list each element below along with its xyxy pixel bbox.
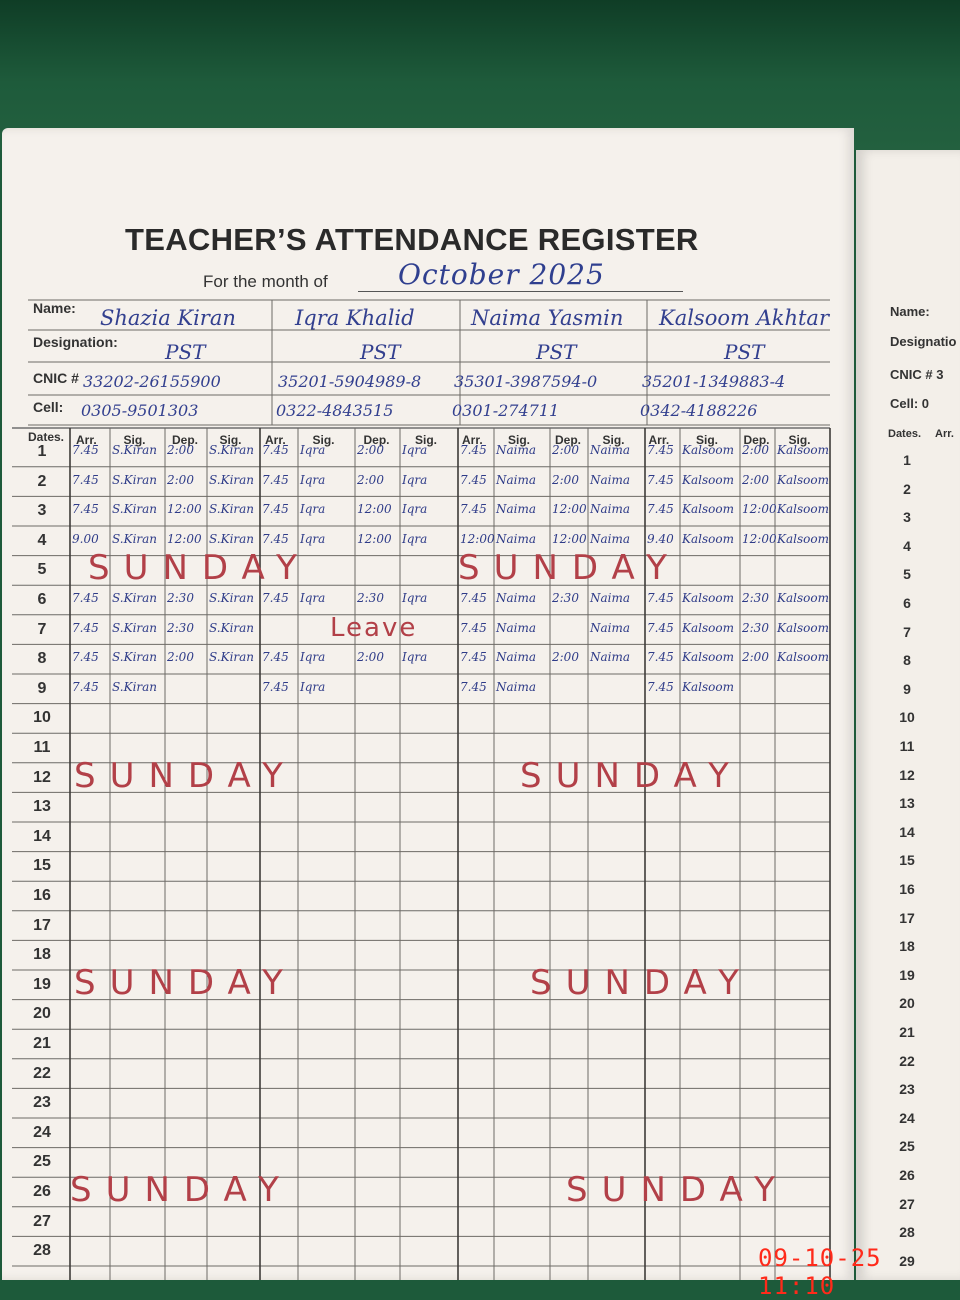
attendance-entry: Naima bbox=[496, 531, 537, 546]
attendance-entry: 2:00 bbox=[357, 472, 384, 487]
date-number: 25 bbox=[33, 1153, 51, 1171]
month-value: October 2025 bbox=[398, 258, 605, 291]
attendance-entry: Naima bbox=[590, 472, 631, 487]
attendance-entry: 7.45 bbox=[72, 650, 99, 665]
attendance-entry: Iqra bbox=[402, 502, 428, 517]
date-number: 12 bbox=[33, 768, 51, 786]
facing-date-number: 12 bbox=[899, 766, 915, 783]
attendance-entry: Kalsoom bbox=[682, 531, 734, 546]
attendance-entry: 7.45 bbox=[262, 472, 289, 487]
teacher-cnic: 35201-1349883-4 bbox=[642, 372, 786, 391]
teacher-name: Shazia Kiran bbox=[100, 306, 236, 330]
attendance-entry: S.Kiran bbox=[209, 650, 255, 665]
facing-date-number: 23 bbox=[899, 1081, 915, 1098]
attendance-entry: Naima bbox=[496, 650, 537, 665]
date-number: 1 bbox=[37, 443, 47, 460]
attendance-entry: Naima bbox=[590, 502, 631, 517]
facing-date-number: 18 bbox=[899, 938, 915, 955]
attendance-entry: Naima bbox=[496, 502, 537, 517]
leave-note: Leave bbox=[330, 612, 418, 643]
attendance-entry: Naima bbox=[590, 620, 631, 635]
sunday-marker: SUNDAY bbox=[74, 962, 297, 1003]
attendance-entry: 2:00 bbox=[167, 443, 194, 457]
date-number: 17 bbox=[33, 916, 51, 934]
attendance-entry: 7.45 bbox=[72, 620, 99, 635]
attendance-entry: 7.45 bbox=[460, 591, 487, 605]
date-number: 8 bbox=[37, 650, 47, 668]
attendance-entry: 12:00 bbox=[167, 531, 202, 546]
attendance-entry: 2:00 bbox=[552, 650, 579, 665]
date-number: 5 bbox=[37, 561, 47, 579]
attendance-entry: 7.45 bbox=[647, 472, 674, 487]
teacher-designation: PST bbox=[724, 340, 765, 364]
attendance-entry: 7.45 bbox=[72, 591, 99, 605]
teacher-cell: 0301-274711 bbox=[452, 401, 560, 420]
column-header: Dep. bbox=[363, 433, 390, 447]
facing-date-number: 4 bbox=[903, 537, 911, 554]
attendance-entry: 2:30 bbox=[167, 591, 194, 605]
facing-date-number: 24 bbox=[899, 1109, 915, 1126]
column-header: Arr. bbox=[648, 433, 670, 447]
facing-date-number: 5 bbox=[903, 566, 911, 583]
attendance-entry: Kalsoom bbox=[682, 650, 734, 665]
register-left-page bbox=[2, 128, 854, 1280]
date-number: 10 bbox=[33, 709, 51, 727]
month-label: For the month of bbox=[203, 272, 328, 291]
column-header: Arr. bbox=[76, 433, 97, 447]
attendance-entry: S.Kiran bbox=[112, 531, 158, 546]
attendance-entry: 2:00 bbox=[742, 443, 769, 457]
attendance-entry: S.Kiran bbox=[112, 443, 158, 457]
attendance-entry: S.Kiran bbox=[112, 502, 158, 517]
facing-date-number: 8 bbox=[903, 652, 911, 669]
attendance-entry: 2:00 bbox=[357, 650, 384, 665]
attendance-entry: Iqra bbox=[300, 591, 326, 605]
camera-timestamp: 09-10-25 11:10 bbox=[758, 1244, 882, 1300]
teacher-cnic: 35201-5904989-8 bbox=[278, 372, 422, 391]
date-number: 27 bbox=[33, 1212, 51, 1230]
facing-date-number: 7 bbox=[903, 623, 911, 640]
attendance-entry: 2:00 bbox=[552, 443, 579, 457]
attendance-entry: S.Kiran bbox=[112, 472, 158, 487]
date-number: 15 bbox=[33, 857, 51, 875]
attendance-entry: Iqra bbox=[402, 531, 428, 546]
attendance-entry: Naima bbox=[496, 443, 537, 457]
date-number: 21 bbox=[33, 1035, 51, 1052]
attendance-entry: Kalsoom bbox=[777, 472, 829, 487]
attendance-entry: Iqra bbox=[300, 443, 326, 457]
column-header: Sig. bbox=[219, 433, 242, 447]
attendance-entry: S.Kiran bbox=[209, 531, 255, 546]
facing-date-number: 1 bbox=[903, 452, 911, 468]
column-header: Sig. bbox=[123, 433, 146, 447]
attendance-entry: 2:30 bbox=[742, 591, 769, 605]
facing-date-number: 26 bbox=[899, 1167, 915, 1183]
date-number: 28 bbox=[33, 1242, 51, 1260]
attendance-entry: 12:00 bbox=[167, 502, 202, 517]
attendance-entry: 7.45 bbox=[647, 591, 674, 605]
attendance-entry: Naima bbox=[496, 620, 537, 635]
sunday-marker: SUNDAY bbox=[530, 962, 753, 1003]
facing-date-number: 20 bbox=[899, 995, 915, 1012]
cell-label: Cell: bbox=[33, 399, 64, 415]
facing-date-number: 25 bbox=[899, 1138, 915, 1155]
attendance-entry: Naima bbox=[496, 679, 537, 694]
cnic-label: CNIC # bbox=[33, 370, 79, 386]
column-header: Sig. bbox=[415, 433, 438, 447]
attendance-entry: Kalsoom bbox=[777, 650, 829, 665]
attendance-entry: Iqra bbox=[300, 650, 326, 665]
attendance-entry: Iqra bbox=[402, 443, 428, 457]
dates-header: Dates. bbox=[28, 430, 65, 444]
facing-date-number: 10 bbox=[899, 709, 915, 726]
attendance-entry: 9.00 bbox=[72, 531, 99, 546]
attendance-entry: 2:00 bbox=[167, 472, 194, 487]
date-number: 23 bbox=[33, 1094, 51, 1112]
attendance-entry: Naima bbox=[590, 443, 631, 457]
attendance-entry: 12:00 bbox=[357, 502, 392, 517]
attendance-entry: S.Kiran bbox=[209, 620, 255, 635]
facing-date-number: 2 bbox=[903, 480, 911, 497]
attendance-entry: Naima bbox=[590, 650, 631, 665]
teacher-designation: PST bbox=[165, 340, 206, 364]
date-number: 14 bbox=[33, 827, 51, 845]
attendance-entry: Iqra bbox=[300, 502, 326, 517]
attendance-entry: S.Kiran bbox=[209, 591, 255, 605]
attendance-entry: 2:00 bbox=[357, 443, 384, 457]
attendance-entry: Naima bbox=[496, 472, 537, 487]
date-number: 26 bbox=[33, 1183, 51, 1200]
column-header: Sig. bbox=[508, 433, 531, 447]
facing-dates-header: Dates. bbox=[888, 428, 922, 440]
attendance-entry: 2:00 bbox=[167, 650, 194, 665]
sunday-marker: SUNDAY bbox=[70, 1170, 293, 1210]
attendance-entry: Iqra bbox=[402, 591, 428, 605]
name-label: Name: bbox=[33, 300, 76, 316]
attendance-entry: Kalsoom bbox=[682, 502, 734, 517]
attendance-entry: 2:30 bbox=[552, 591, 579, 605]
facing-date-number: 11 bbox=[899, 738, 915, 754]
attendance-entry: Iqra bbox=[300, 679, 326, 694]
attendance-entry: 2:30 bbox=[742, 620, 769, 635]
attendance-entry: Naima bbox=[590, 591, 631, 605]
date-number: 9 bbox=[37, 679, 47, 697]
attendance-entry: 7.45 bbox=[460, 679, 487, 694]
attendance-entry: 7.45 bbox=[647, 650, 674, 665]
attendance-entry: 7.45 bbox=[72, 679, 99, 694]
attendance-entry: Kalsoom bbox=[777, 443, 829, 457]
date-number: 7 bbox=[37, 620, 47, 638]
column-header: Dep. bbox=[743, 433, 770, 447]
column-header: Sig. bbox=[788, 433, 811, 447]
facing-date-number: 29 bbox=[899, 1252, 915, 1269]
facing-date-number: 15 bbox=[899, 852, 915, 869]
attendance-entry: 2:00 bbox=[552, 472, 579, 487]
attendance-entry: 7.45 bbox=[460, 443, 487, 457]
sunday-marker: SUNDAY bbox=[88, 548, 311, 589]
attendance-entry: Kalsoom bbox=[777, 531, 829, 546]
date-number: 2 bbox=[37, 472, 47, 490]
attendance-entry: S.Kiran bbox=[209, 443, 255, 457]
column-header: Arr. bbox=[265, 433, 286, 447]
attendance-entry: 7.45 bbox=[262, 443, 289, 457]
register-title: TEACHER’S ATTENDANCE REGISTER bbox=[125, 222, 699, 257]
facing-date-number: 13 bbox=[899, 795, 915, 812]
facing-page-label: Designatio bbox=[890, 334, 957, 349]
attendance-entry: Kalsoom bbox=[682, 472, 734, 487]
facing-date-number: 17 bbox=[899, 909, 915, 926]
attendance-entry: S.Kiran bbox=[112, 620, 158, 635]
column-header: Sig. bbox=[696, 433, 719, 447]
attendance-entry: 9.40 bbox=[647, 531, 674, 546]
attendance-entry: 7.45 bbox=[647, 679, 674, 694]
attendance-entry: 7.45 bbox=[262, 531, 289, 546]
attendance-entry: 2:00 bbox=[742, 472, 769, 487]
column-header: Sig. bbox=[602, 433, 625, 447]
date-number: 18 bbox=[33, 946, 51, 964]
teacher-cnic: 35301-3987594-0 bbox=[454, 372, 598, 391]
facing-date-number: 19 bbox=[899, 966, 915, 983]
month-underline bbox=[358, 291, 683, 292]
sunday-marker: SUNDAY bbox=[520, 755, 743, 796]
attendance-entry: Kalsoom bbox=[777, 620, 829, 635]
facing-date-number: 6 bbox=[903, 595, 911, 611]
attendance-entry: S.Kiran bbox=[112, 591, 158, 605]
teacher-name: Iqra Khalid bbox=[295, 306, 415, 330]
attendance-entry: Iqra bbox=[300, 472, 326, 487]
attendance-entry: 2:00 bbox=[742, 650, 769, 665]
attendance-entry: Naima bbox=[590, 531, 631, 546]
attendance-entry: 12:00 bbox=[460, 531, 495, 546]
teacher-name: Kalsoom Akhtar bbox=[659, 306, 829, 330]
attendance-entry: 12:00 bbox=[552, 531, 587, 546]
attendance-entry: 7.45 bbox=[262, 591, 289, 605]
date-number: 20 bbox=[33, 1005, 51, 1023]
attendance-entry: 7.45 bbox=[460, 472, 487, 487]
attendance-entry: Kalsoom bbox=[777, 502, 829, 517]
attendance-entry: Kalsoom bbox=[777, 591, 829, 605]
attendance-entry: 7.45 bbox=[262, 650, 289, 665]
designation-label: Designation: bbox=[33, 334, 118, 350]
attendance-entry: 7.45 bbox=[72, 472, 99, 487]
attendance-entry: Kalsoom bbox=[682, 679, 734, 694]
attendance-entry: S.Kiran bbox=[112, 679, 158, 694]
facing-date-number: 3 bbox=[903, 509, 911, 526]
date-number: 22 bbox=[33, 1064, 51, 1082]
date-number: 24 bbox=[33, 1123, 51, 1141]
attendance-entry: 7.45 bbox=[72, 502, 99, 517]
facing-date-number: 14 bbox=[899, 823, 915, 840]
attendance-entry: 12:00 bbox=[742, 531, 777, 546]
column-header: Arr. bbox=[462, 433, 483, 447]
attendance-entry: 12:00 bbox=[357, 531, 392, 546]
teacher-designation: PST bbox=[536, 340, 577, 364]
facing-page-label: Name: bbox=[890, 304, 930, 319]
facing-date-number: 22 bbox=[899, 1052, 915, 1069]
date-number: 3 bbox=[37, 502, 47, 520]
facing-date-number: 27 bbox=[899, 1195, 915, 1212]
attendance-entry: Iqra bbox=[402, 472, 428, 487]
attendance-entry: Iqra bbox=[402, 650, 428, 665]
attendance-entry: 12:00 bbox=[742, 502, 777, 517]
attendance-entry: 7.45 bbox=[72, 443, 99, 457]
attendance-entry: 2:30 bbox=[357, 591, 384, 605]
date-number: 11 bbox=[33, 739, 51, 756]
date-number: 19 bbox=[33, 975, 51, 993]
sunday-marker: SUNDAY bbox=[566, 1170, 789, 1210]
attendance-entry: S.Kiran bbox=[209, 502, 255, 517]
attendance-entry: 7.45 bbox=[460, 650, 487, 665]
facing-page-label: CNIC # 3 bbox=[890, 367, 944, 382]
column-header: Sig. bbox=[312, 433, 335, 447]
column-header: Dep. bbox=[555, 433, 582, 447]
attendance-entry: 7.45 bbox=[647, 620, 674, 635]
attendance-entry: Kalsoom bbox=[682, 620, 734, 635]
date-number: 6 bbox=[37, 591, 47, 608]
sunday-marker: SUNDAY bbox=[74, 755, 297, 796]
date-number: 4 bbox=[37, 531, 47, 549]
facing-date-number: 21 bbox=[899, 1024, 915, 1040]
facing-arr-header: Arr. bbox=[935, 428, 954, 440]
attendance-entry: Kalsoom bbox=[682, 443, 734, 457]
attendance-entry: Naima bbox=[496, 591, 537, 605]
date-number: 16 bbox=[33, 887, 51, 904]
teacher-cell: 0305-9501303 bbox=[81, 401, 199, 420]
attendance-entry: 7.45 bbox=[647, 502, 674, 517]
column-header: Dep. bbox=[172, 433, 199, 447]
facing-date-number: 28 bbox=[899, 1224, 915, 1241]
sunday-marker: SUNDAY bbox=[458, 548, 681, 589]
teacher-designation: PST bbox=[360, 340, 401, 364]
attendance-entry: 7.45 bbox=[262, 502, 289, 517]
facing-date-number: 16 bbox=[899, 881, 915, 897]
attendance-entry: Iqra bbox=[300, 531, 326, 546]
attendance-entry: S.Kiran bbox=[209, 472, 255, 487]
date-number: 13 bbox=[33, 798, 51, 816]
attendance-entry: 2:30 bbox=[167, 620, 194, 635]
teacher-cell: 0342-4188226 bbox=[640, 401, 758, 420]
attendance-entry: 7.45 bbox=[460, 620, 487, 635]
attendance-entry: Kalsoom bbox=[682, 591, 734, 605]
attendance-entry: S.Kiran bbox=[112, 650, 158, 665]
facing-date-number: 9 bbox=[903, 680, 911, 697]
attendance-entry: 7.45 bbox=[460, 502, 487, 517]
teacher-name: Naima Yasmin bbox=[471, 306, 624, 330]
attendance-entry: 7.45 bbox=[647, 443, 674, 457]
facing-page-label: Cell: 0 bbox=[890, 396, 930, 411]
attendance-entry: 12:00 bbox=[552, 502, 587, 517]
attendance-entry: 7.45 bbox=[262, 679, 289, 694]
teacher-cnic: 33202-26155900 bbox=[83, 372, 221, 391]
teacher-cell: 0322-4843515 bbox=[276, 401, 394, 420]
